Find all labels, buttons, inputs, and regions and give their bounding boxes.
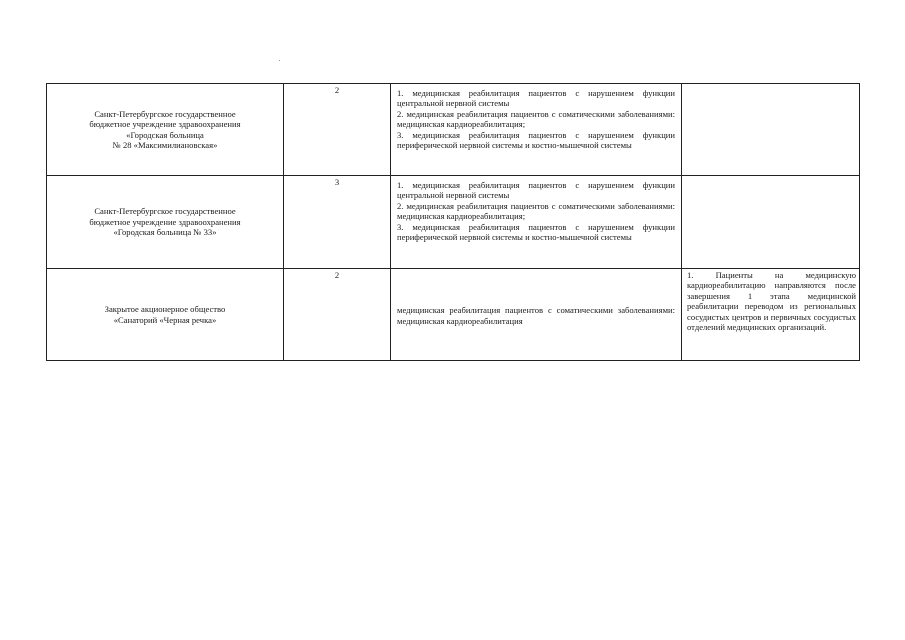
number-value: 3 [334,177,340,187]
table-row [47,84,860,176]
profile-item: 2. медицинская реабилитация пациентов с соматическими заболеваниями: медицинская кардиореабилитация; [397,108,675,130]
organization-name-line: № 28 «Максимилиановская» [112,139,218,150]
number-cell [284,176,391,269]
profile-item: медицинская реабилитация пациентов с соматическими заболеваниями: медицинская кардиореабилитация [397,305,675,326]
rehabilitation-profiles-cell [391,84,682,176]
organization-name-cell [47,84,284,176]
rehabilitation-profiles-cell [391,269,682,361]
rehabilitation-profiles-cell [391,176,682,269]
organization-name-line: «Санаторий «Черная речка» [113,314,217,325]
profile-item: 1. медицинская реабилитация пациентов с нарушением функции центральной нервной системы [397,180,675,201]
organization-name-cell [47,176,284,269]
note-cell [682,84,860,176]
number-cell [284,84,391,176]
organization-name-line: бюджетное учреждение здравоохранения [89,216,241,227]
organization-name-line: бюджетное учреждение здравоохранения [89,119,241,130]
profile-item: 1. медицинская реабилитация пациентов с нарушением функции центральной нервной системы [397,88,675,109]
scan-speck [279,60,280,61]
organization-name-line: «Городская больница № 33» [113,227,217,238]
organization-name-line: «Городская больница [126,129,204,140]
medical-organizations-table [46,83,860,361]
note-cell [682,176,860,269]
note-text: 1. Пациенты на медицинскую кардиореабилитацию направляются после завершения 1 этапа медицинской реабилитации переводом из региональных сосудистых центров и первичных сосудистых отделений медицинских организаций. [687,270,856,333]
organization-name-line: Санкт-Петербургское государственное [94,108,236,119]
profile-item: 2. медицинская реабилитация пациентов с соматическими заболеваниями: медицинская кардиореабилитация; [397,200,675,222]
number-cell [284,269,391,361]
organization-name-line: Закрытое акционерное общество [104,304,226,315]
organization-name-cell [47,269,284,361]
profile-item: 3. медицинская реабилитация пациентов с нарушением функции периферической нервной системы и костно-мышечной системы [397,129,675,151]
table-row [47,176,860,269]
number-value: 2 [334,85,340,95]
note-cell [682,269,860,361]
table-row [47,269,860,361]
organization-name-line: Санкт-Петербургское государственное [94,206,236,217]
profile-item: 3. медицинская реабилитация пациентов с нарушением функции периферической нервной системы и костно-мышечной системы [397,221,675,243]
number-value: 2 [334,270,340,280]
